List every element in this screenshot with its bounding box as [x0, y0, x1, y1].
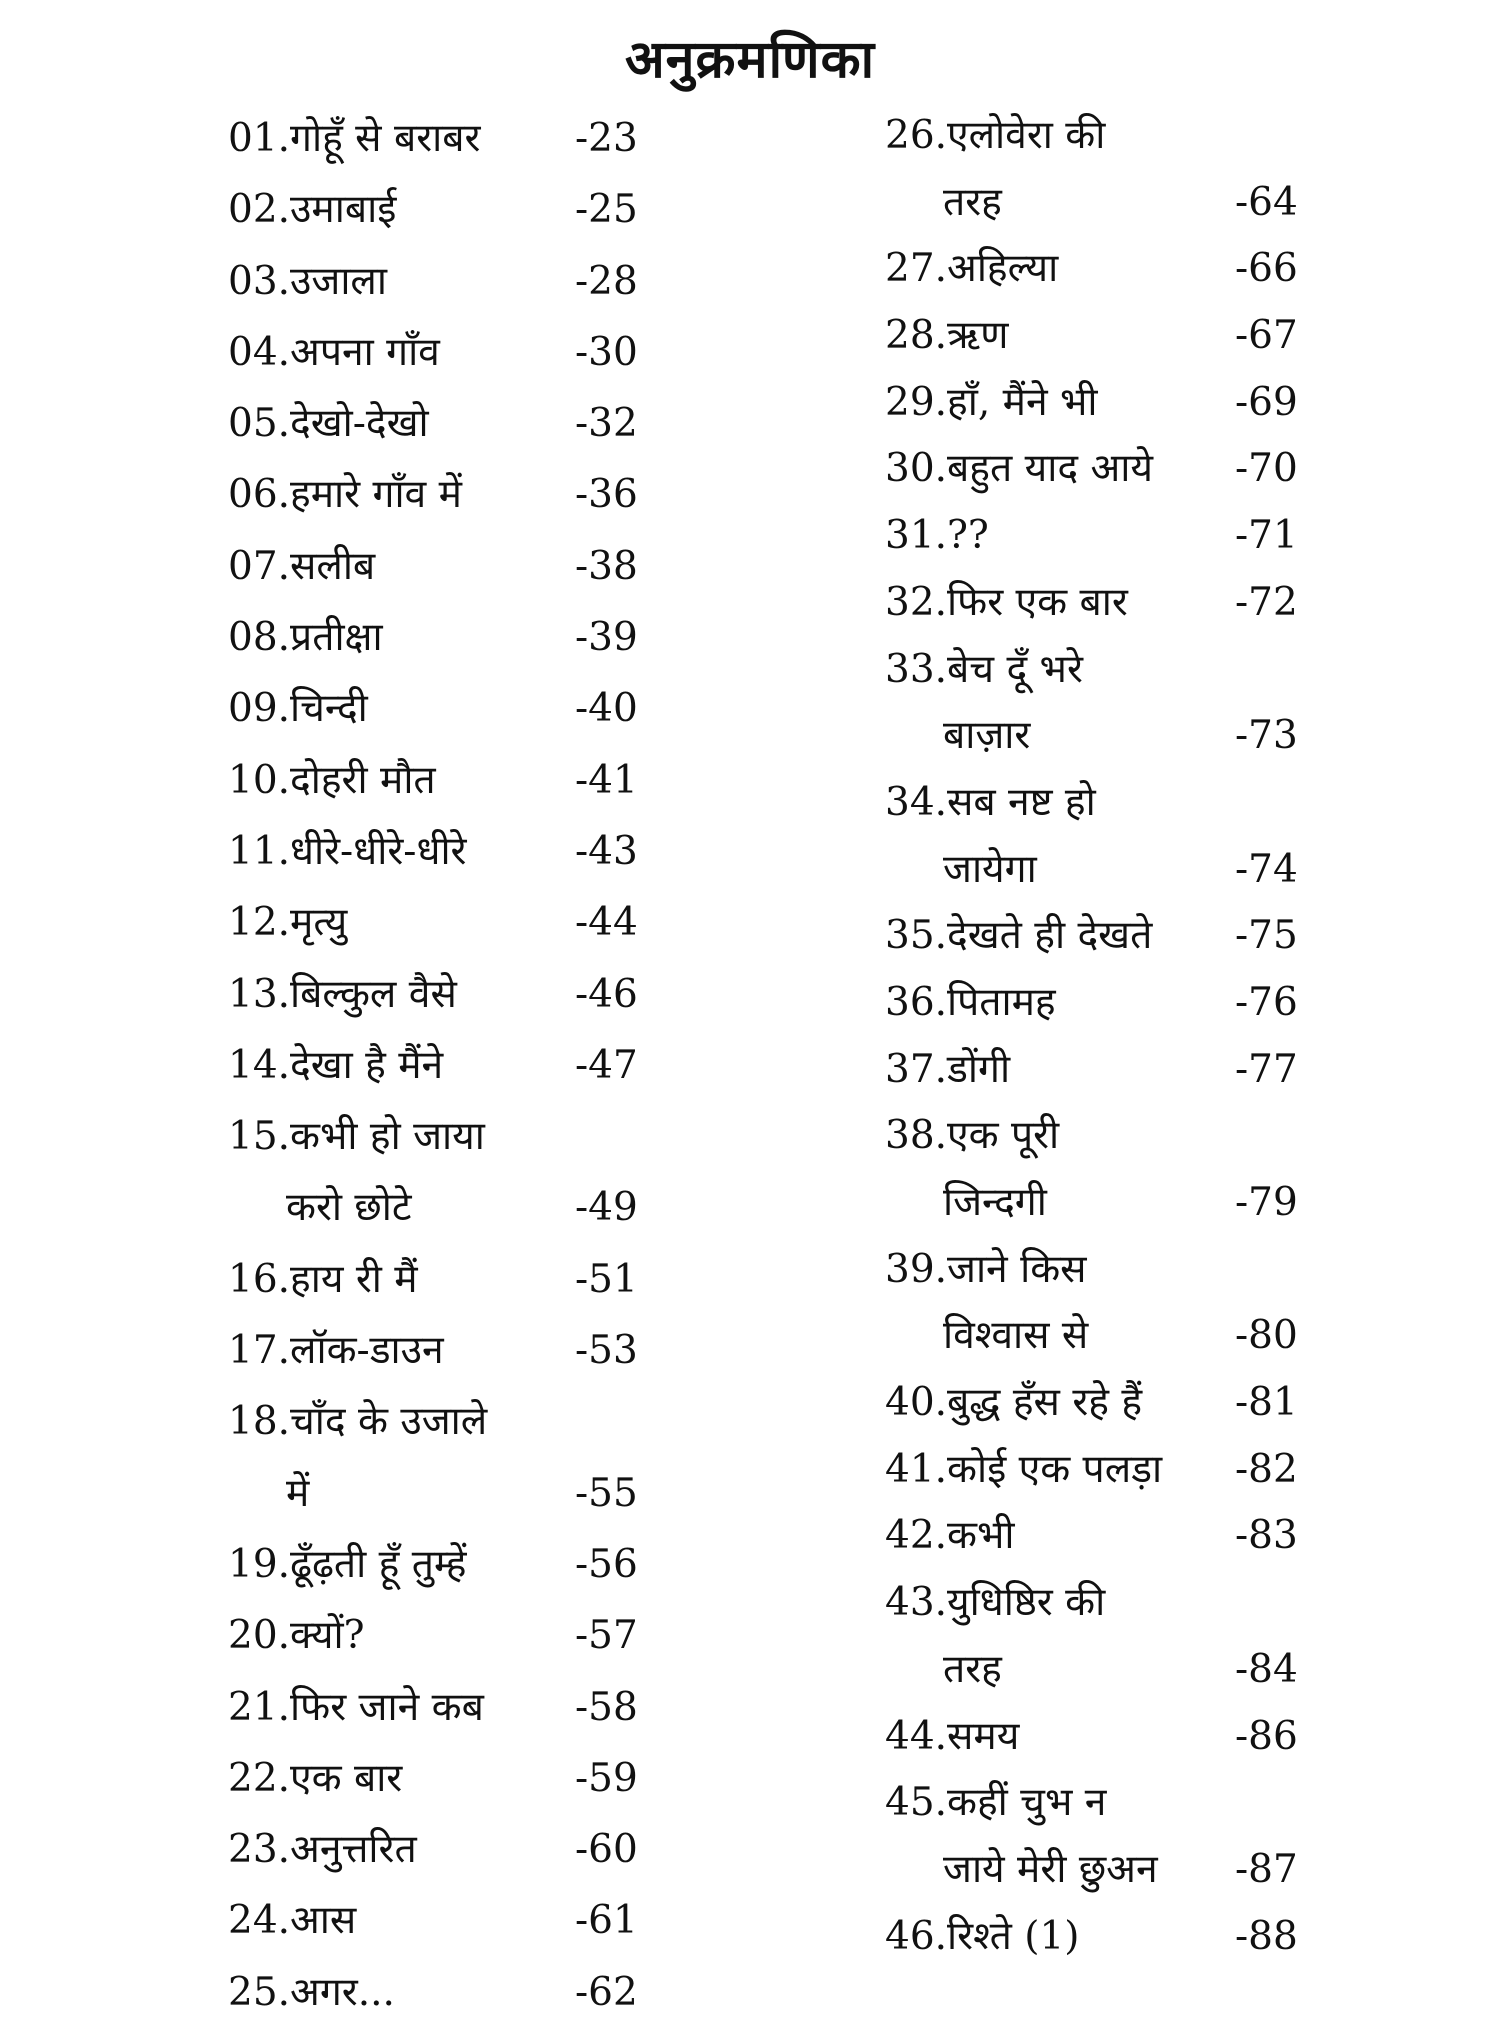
toc-entry-page: -53 [575, 1328, 638, 1374]
toc-entry [228, 1030, 668, 1101]
toc-entry-title: 29.हाँ, मैंने भी [885, 379, 1098, 425]
toc-entry-page: -60 [575, 1827, 638, 1873]
toc-entry-page: -39 [575, 615, 638, 661]
toc-entry-title: 32.फिर एक बार [885, 579, 1128, 625]
toc-entry [885, 637, 1315, 704]
toc-entry-page: -43 [575, 828, 638, 874]
toc-entry [228, 317, 668, 388]
toc-entry-title: जाये मेरी छुअन [943, 1846, 1158, 1892]
toc-entry [228, 887, 668, 958]
toc-entry-page: -51 [575, 1256, 638, 1302]
toc-entry [228, 1458, 668, 1529]
toc-entry-title: 38.एक पूरी [885, 1113, 1060, 1159]
toc-entry [885, 1503, 1315, 1570]
toc-entry-page: -87 [1235, 1846, 1298, 1892]
toc-entry-page: -71 [1235, 513, 1298, 559]
toc-entry-title: 10.दोहरी मौत [228, 757, 436, 803]
toc-entry-page: -44 [575, 900, 638, 946]
toc-entry [885, 1837, 1315, 1904]
toc-entry [885, 170, 1315, 237]
toc-entry-title: 46.रिश्ते (1) [885, 1913, 1080, 1959]
toc-entry-title: 12.मृत्यु [228, 900, 348, 946]
toc-entry-title: 31.?? [885, 513, 989, 559]
toc-entry-title: 34.सब नष्ट हो [885, 779, 1096, 825]
toc-entry-title: विश्वास से [943, 1313, 1089, 1359]
toc-entry-title: 07.सलीब [228, 543, 376, 589]
toc-entry-title: 40.बुद्ध हँस रहे हैं [885, 1380, 1143, 1426]
toc-entry-page: -32 [575, 401, 638, 447]
toc-entry-title: 37.डोंगी [885, 1046, 1011, 1092]
toc-entry-page: -73 [1235, 713, 1298, 759]
toc-entry [228, 246, 668, 317]
toc-entry [885, 1570, 1315, 1637]
toc-entry-title: 01.गोहूँ से बराबर [228, 116, 481, 161]
toc-entry-title: 03.उजाला [228, 258, 387, 304]
toc-entry [228, 1315, 668, 1386]
toc-entry-page: -38 [575, 543, 638, 589]
toc-entry-page: -72 [1235, 579, 1298, 625]
toc-entry [885, 770, 1315, 837]
toc-entry-page: -75 [1235, 913, 1298, 959]
toc-entry [885, 303, 1315, 370]
toc-entry-title: 21.फिर जाने कब [228, 1684, 484, 1730]
toc-entry [228, 1172, 668, 1243]
toc-entry-page: -86 [1235, 1713, 1298, 1759]
toc-entry [228, 1101, 668, 1172]
toc-entry-page: -82 [1235, 1446, 1298, 1492]
toc-entry-page: -66 [1235, 246, 1298, 292]
toc-entry-page: -23 [575, 116, 638, 161]
toc-entry [885, 1704, 1315, 1771]
toc-entry-page: -70 [1235, 446, 1298, 492]
toc-entry-page: -80 [1235, 1313, 1298, 1359]
toc-entry [228, 602, 668, 673]
toc-entry-title: 09.चिन्दी [228, 686, 368, 732]
toc-entry [228, 673, 668, 744]
toc-entry-title: 39.जाने किस [885, 1246, 1087, 1292]
toc-entry [885, 1037, 1315, 1104]
toc-entry [885, 1370, 1315, 1437]
toc-entry-title: 20.क्यों? [228, 1613, 365, 1659]
toc-entry-page: -25 [575, 187, 638, 233]
page-title: अनुक्रमणिका [624, 29, 876, 90]
toc-entry [228, 1600, 668, 1671]
toc-entry-title: में [286, 1470, 310, 1516]
toc-entry [228, 959, 668, 1030]
toc-entry [228, 103, 668, 174]
toc-entry-page: -83 [1235, 1513, 1298, 1559]
toc-entry-title: तरह [943, 1646, 1002, 1692]
toc-entry [228, 459, 668, 530]
toc-entry-page: -58 [575, 1684, 638, 1730]
toc-entry-page: -41 [575, 757, 638, 803]
toc-entry-title: 02.उमाबाई [228, 187, 397, 233]
toc-entry-page: -67 [1235, 313, 1298, 359]
toc-entry [885, 903, 1315, 970]
toc-entry-title: बाज़ार [943, 713, 1031, 759]
toc-entry [885, 1637, 1315, 1704]
toc-entry [228, 745, 668, 816]
toc-left-column [228, 103, 668, 2028]
toc-entry [885, 236, 1315, 303]
toc-entry [228, 1672, 668, 1743]
toc-entry-page: -57 [575, 1613, 638, 1659]
toc-entry [885, 1770, 1315, 1837]
toc-entry-title: 42.कभी [885, 1513, 1015, 1559]
toc-entry [228, 1529, 668, 1600]
toc-entry [228, 1244, 668, 1315]
toc-entry-title: 04.अपना गाँव [228, 329, 440, 375]
toc-right-column [885, 103, 1315, 1970]
toc-entry [885, 503, 1315, 570]
toc-entry-title: तरह [943, 179, 1002, 225]
toc-entry-page: -64 [1235, 179, 1298, 225]
toc-entry-title: 23.अनुत्तरित [228, 1827, 417, 1873]
toc-entry [885, 1170, 1315, 1237]
toc-entry-page: -59 [575, 1755, 638, 1801]
toc-entry-title: 15.कभी हो जाया [228, 1114, 485, 1160]
toc-entry-page: -74 [1235, 846, 1298, 892]
toc-entry-title: 16.हाय री मैं [228, 1256, 418, 1302]
toc-entry [228, 1814, 668, 1885]
toc-entry-title: जिन्दगी [943, 1180, 1047, 1225]
toc-entry-page: -88 [1235, 1913, 1298, 1959]
toc-entry-page: -81 [1235, 1380, 1298, 1426]
toc-entry-title: 26.एलोवेरा की [885, 113, 1106, 158]
toc-entry-page: -69 [1235, 379, 1298, 425]
toc-entry-title: 08.प्रतीक्षा [228, 615, 383, 661]
toc-entry-title: 43.युधिष्ठिर की [885, 1580, 1106, 1626]
toc-entry-title: 28.ऋण [885, 313, 1009, 359]
toc-entry-page: -47 [575, 1042, 638, 1088]
toc-entry [228, 1743, 668, 1814]
toc-entry [885, 570, 1315, 637]
toc-entry-page: -79 [1235, 1180, 1298, 1225]
toc-entry-page: -56 [575, 1541, 638, 1587]
toc-entry-page: -30 [575, 329, 638, 375]
toc-entry-title: 14.देखा है मैंने [228, 1042, 444, 1088]
toc-entry [885, 1303, 1315, 1370]
toc-entry-title: 25.अगर... [228, 1969, 395, 2015]
toc-entry-title: 17.लॉक-डाउन [228, 1328, 444, 1374]
toc-entry-page: -62 [575, 1969, 638, 2015]
toc-entry-page: -77 [1235, 1046, 1298, 1092]
toc-entry-page: -28 [575, 258, 638, 304]
toc-entry-title: 44.समय [885, 1713, 1020, 1759]
toc-entry-title: 05.देखो-देखो [228, 401, 429, 447]
toc-entry-page: -61 [575, 1898, 638, 1944]
toc-entry [885, 1103, 1315, 1170]
toc-entry [228, 531, 668, 602]
toc-entry [228, 816, 668, 887]
toc-entry [885, 837, 1315, 904]
toc-entry-page: -76 [1235, 979, 1298, 1025]
toc-entry [228, 1885, 668, 1956]
toc-entry-title: जायेगा [943, 846, 1037, 892]
toc-entry-title: 22.एक बार [228, 1755, 403, 1801]
toc-entry-title: 27.अहिल्या [885, 246, 1059, 292]
toc-entry-page: -55 [575, 1470, 638, 1516]
toc-entry-title: 30.बहुत याद आये [885, 446, 1153, 492]
toc-entry-title: 45.कहीं चुभ न [885, 1780, 1107, 1826]
toc-entry [885, 703, 1315, 770]
toc-entry-title: 36.पितामह [885, 979, 1056, 1025]
toc-entry-page: -49 [575, 1185, 638, 1231]
toc-entry-page: -46 [575, 971, 638, 1017]
toc-entry-title: 18.चाँद के उजाले [228, 1399, 488, 1445]
toc-entry-page: -40 [575, 686, 638, 732]
toc-entry [885, 103, 1315, 170]
toc-entry [228, 174, 668, 245]
toc-entry [228, 1957, 668, 2028]
toc-entry [885, 970, 1315, 1037]
toc-entry [228, 388, 668, 459]
toc-entry-title: 41.कोई एक पलड़ा [885, 1446, 1163, 1492]
toc-entry-title: करो छोटे [286, 1185, 412, 1231]
toc-entry [885, 370, 1315, 437]
toc-entry-title: 06.हमारे गाँव में [228, 472, 462, 518]
toc-entry [885, 436, 1315, 503]
toc-entry [885, 1904, 1315, 1971]
toc-entry-title: 35.देखते ही देखते [885, 913, 1153, 959]
toc-entry-page: -84 [1235, 1646, 1298, 1692]
toc-entry [885, 1437, 1315, 1504]
toc-entry [885, 1237, 1315, 1304]
toc-entry-title: 33.बेच दूँ भरे [885, 646, 1083, 692]
toc-entry-title: 11.धीरे-धीरे-धीरे [228, 828, 467, 874]
toc-entry-page: -36 [575, 472, 638, 518]
toc-entry [228, 1386, 668, 1457]
toc-entry-title: 24.आस [228, 1898, 357, 1944]
toc-entry-title: 13.बिल्कुल वैसे [228, 971, 457, 1017]
toc-entry-title: 19.ढूँढ़ती हूँ तुम्हें [228, 1541, 467, 1587]
